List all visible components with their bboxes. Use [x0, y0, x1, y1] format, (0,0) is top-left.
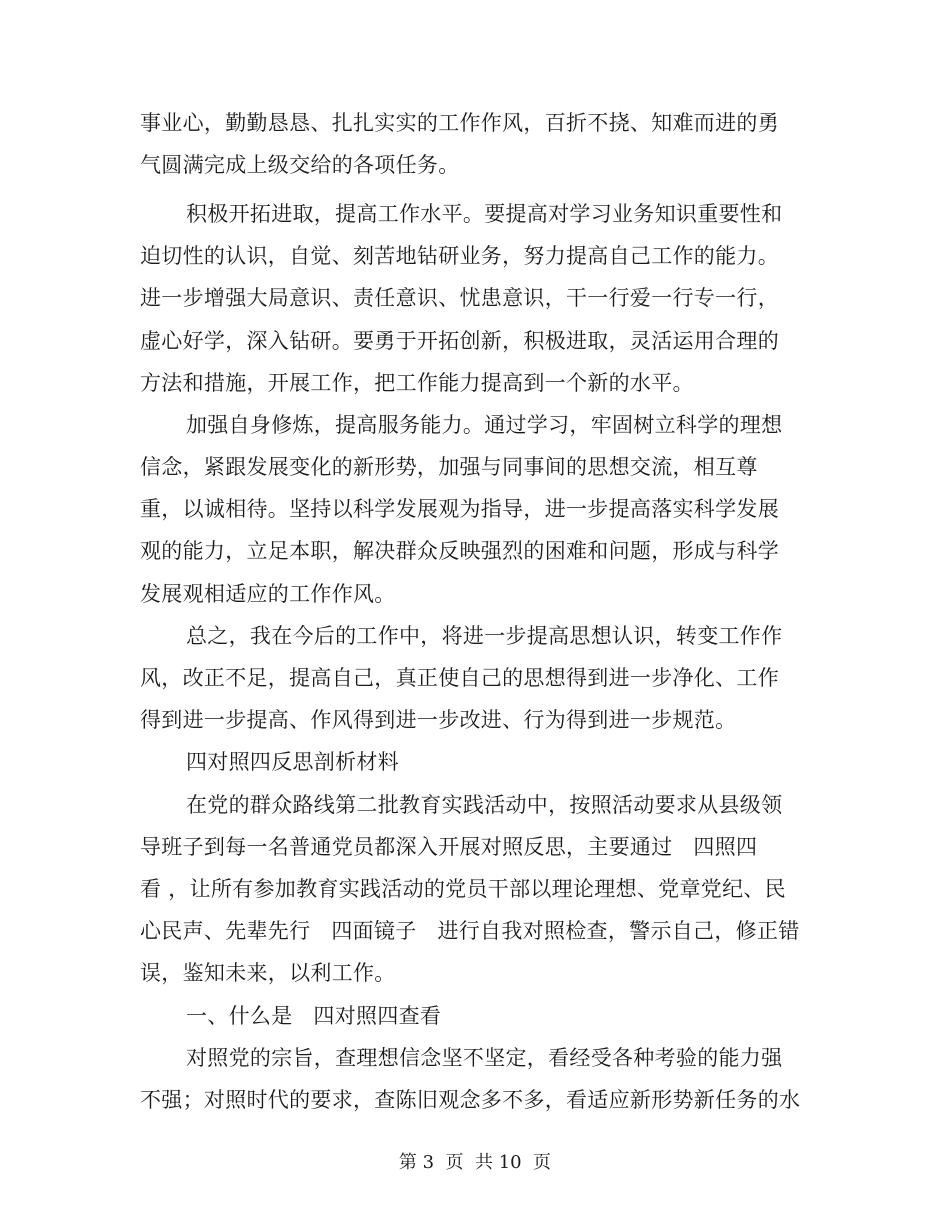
text-line: 重，以诚相待。坚持以科学发展观为指导，进一步提高落实科学发展: [140, 497, 779, 521]
text-line: 得到进一步提高、作风得到进一步改进、行为得到进一步规范。: [140, 708, 737, 732]
text-line: 气圆满完成上级交给的各项任务。: [140, 153, 460, 177]
paragraph-start-line: 积极开拓进取，提高工作水平。要提高对学习业务知识重要性和: [186, 202, 783, 226]
text-line: 不强；对照时代的要求，查陈旧观念多不多，看适应新形势新任务的水: [140, 1088, 801, 1112]
paragraph-start-line: 加强自身修炼，提高服务能力。通过学习，牢固树立科学的理想: [186, 413, 783, 437]
text-line: 虚心好学，深入钻研。要勇于开拓创新，积极进取，灵活运用合理的: [140, 329, 779, 353]
text-line: 事业心，勤勤恳恳、扎扎实实的工作作风，百折不挠、知难而进的勇: [140, 111, 779, 135]
text-line: 方法和措施，开展工作，把工作能力提高到一个新的水平。: [140, 371, 694, 395]
section-heading: 一、什么是 四对照四查看: [186, 1004, 442, 1028]
text-line: 导班子到每一名普通党员都深入开展对照反思，主要通过 四照四: [140, 835, 758, 859]
text-line: 迫切性的认识，自觉、刻苦地钻研业务，努力提高自己工作的能力。: [140, 244, 779, 268]
paragraph-start-line: 总之，我在今后的工作中，将进一步提高思想认识，转变工作作: [186, 624, 783, 648]
text-line: 观的能力，立足本职，解决群众反映强烈的困难和问题，形成与科学: [140, 539, 779, 563]
text-line: 风，改正不足，提高自己，真正使自己的思想得到进一步净化、工作: [140, 666, 779, 690]
text-line: 信念，紧跟发展变化的新形势，加强与同事间的思想交流，相互尊: [140, 455, 758, 479]
text-line: 心民声、先辈先行 四面镜子 进行自我对照检查，警示自己，修正错: [140, 919, 800, 943]
text-line: 进一步增强大局意识、责任意识、忧患意识，干一行爱一行专一行，: [140, 286, 779, 310]
page-number-footer: 第 3 页 共 10 页: [398, 1152, 552, 1173]
section-title: 四对照四反思剖析材料: [186, 750, 399, 774]
paragraph-start-line: 对照党的宗旨，查理想信念坚不坚定，看经受各种考验的能力强: [186, 1046, 783, 1070]
paragraph-start-line: 在党的群众路线第二批教育实践活动中，按照活动要求从县级领: [186, 793, 783, 817]
text-line: 看 ，让所有参加教育实践活动的党员干部以理论理想、党章党纪、民: [140, 877, 786, 901]
text-line: 误，鉴知未来，以利工作。: [140, 961, 396, 985]
text-line: 发展观相适应的工作作风。: [140, 582, 396, 606]
